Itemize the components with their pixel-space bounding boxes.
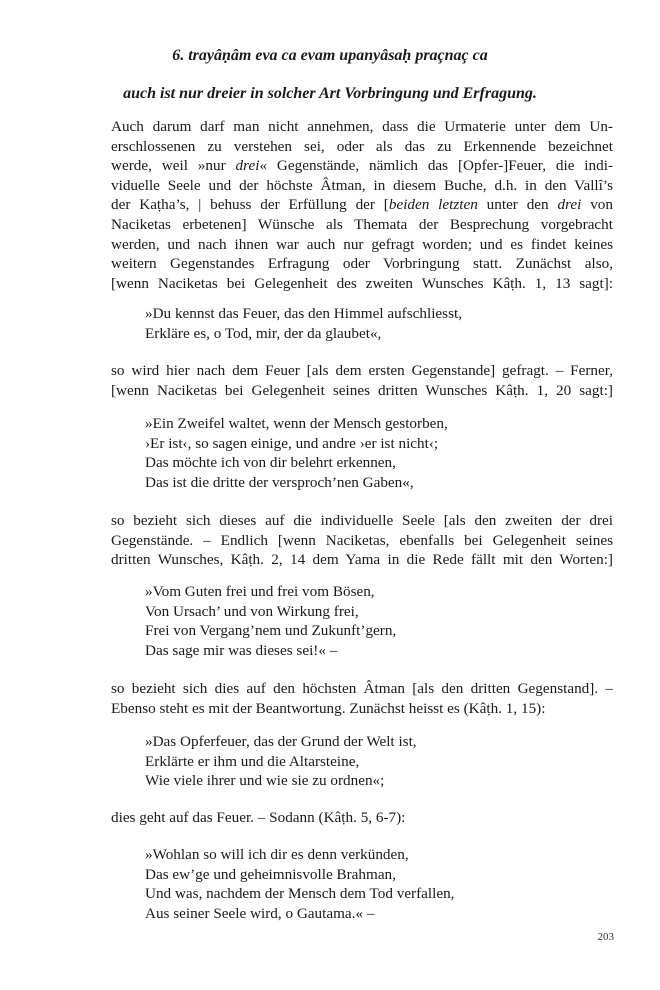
text-line: [wenn Naciketas bei Gelegenheit des zweiten Wunsches Kâṭh. 1, 13 sagt]: [111,274,613,292]
text-line: viduelle Seele und der höchste Âtman, in diesem Buche, d.h. in den Vallî’s [111,176,613,194]
text-line: so wird hier nach dem Feuer [als dem ersten Gegenstande] gefragt. – Ferner, [111,362,613,379]
verse-5 [145,845,585,923]
text-line: [wenn Naciketas bei Gelegenheit seines dritten Wunsches Kâṭh. 1, 20 sagt:] [111,381,613,399]
text-line: Auch darum darf man nicht annehmen, dass die Urmaterie unter dem Un- [111,118,613,135]
paragraph-4 [111,679,613,718]
sutra-heading-sanskrit: 6. trayâṇâm eva ca evam upanyâsaḥ praçnaç ca [172,47,488,64]
verse-line: Frei von Vergang’nem und Zukunft’gern, [145,622,397,640]
paragraph-2 [111,361,613,400]
verse-4 [145,732,585,791]
text-line: so bezieht sich dieses auf die individuelle Seele [als den zweiten der drei [111,512,613,529]
verse-1 [145,304,585,343]
verse-line: Erklärte er ihm und die Altarsteine, [145,752,360,770]
verse-line: Das ew’ge und geheimnisvolle Brahman, [145,865,396,883]
text-line: der Kaṭha’s, | behuss der Erfüllung der [beiden letzten unter den drei von [111,196,613,214]
emphasis-drei: drei [557,196,582,214]
verse-line: »Vom Guten frei und frei vom Bösen, [145,583,375,600]
emphasis-drei: drei [235,157,260,175]
page-number: 203 [597,931,614,943]
verse-line: Aus seiner Seele wird, o Gautama.« – [145,904,375,922]
text-line: dies geht auf das Feuer. – Sodann (Kâṭh. 5, 6-7): [111,809,406,826]
sutra-heading-german: auch ist nur dreier in solcher Art Vorbringung und Erfragung. [123,85,537,102]
paragraph-3 [111,511,613,570]
verse-3 [145,582,585,660]
paragraph-5 [111,808,613,828]
verse-line: Und was, nachdem der Mensch dem Tod verfallen, [145,885,455,903]
verse-line: ›Er ist‹, so sagen einige, und andre ›er ist nicht‹; [145,434,439,452]
verse-line: Das ist die dritte der versproch’nen Gaben«, [145,473,414,491]
text-line: Gegenstände. – Endlich [wenn Naciketas, ebenfalls bei Gelegenheit seines [111,531,613,549]
text-line: werden, und nach ihnen war auch nur gefragt worden; und es findet keines [111,235,613,253]
text-line: Ebenso steht es mit der Beantwortung. Zunächst heisst es (Kâṭh. 1, 15): [111,699,546,717]
verse-line: »Das Opferfeuer, das der Grund der Welt ist, [145,733,417,750]
text-line: erschlossenen zu verstehen sei, oder als das zu Erkennende bezeichnet [111,137,613,155]
text-line: so bezieht sich dies auf den höchsten Âtman [als den dritten Gegenstand]. – [111,680,613,697]
verse-line: Das sage mir was dieses sei!« – [145,641,338,659]
verse-line: »Ein Zweifel waltet, wenn der Mensch gestorben, [145,415,448,432]
text-line: werde, weil »nur drei« Gegenstände, nämlich das [Opfer-]Feuer, die indi- [111,157,613,175]
verse-line: »Wohlan so will ich dir es denn verkünden, [145,846,409,863]
verse-line: Von Ursach’ und von Wirkung frei, [145,602,359,620]
verse-line: »Du kennst das Feuer, das den Himmel aufschliesst, [145,305,463,322]
verse-2 [145,414,585,492]
verse-line: Erkläre es, o Tod, mir, der da glaubet«, [145,324,382,342]
text-line: Naciketas erbetenen] Wünsche als Themata der Besprechung vorgebracht [111,215,613,233]
text-line: dritten Wunsches, Kâṭh. 2, 14 dem Yama in die Rede fällt mit den Worten:] [111,551,613,569]
emphasis-beiden-letzten: beiden letzten [388,196,478,214]
verse-line: Wie viele ihrer und wie sie zu ordnen«; [145,772,385,790]
text-line: weitern Gegenstandes Erfragung oder Vorbringung statt. Zunächst also, [111,255,613,273]
verse-line: Das möchte ich von dir belehrt erkennen, [145,454,396,472]
paragraph-1 [111,117,613,293]
